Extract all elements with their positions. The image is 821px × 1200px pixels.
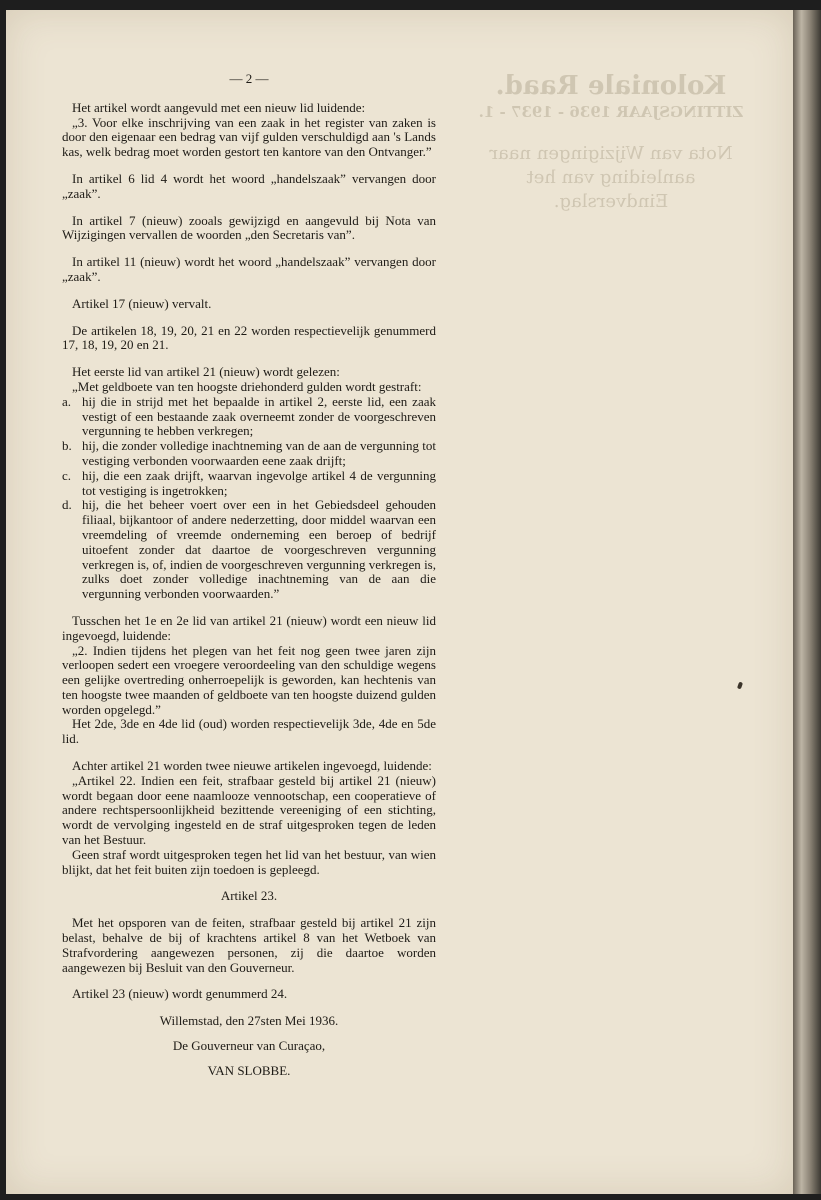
paragraph-artikel-6: In artikel 6 lid 4 wordt het woord „handelszaak” vervangen door „zaak”.	[62, 170, 436, 201]
ink-speck	[737, 682, 743, 690]
list-item-label: d.	[62, 497, 72, 513]
paragraph-text: Geen straf wordt uitgesproken tegen het lid van het bestuur, van wien blijkt, dat het feit buiten zijn toedoen is gepleegd.	[62, 846, 436, 877]
paragraph-amendment-lid-3	[62, 101, 436, 160]
paragraph-text: Het eerste lid van artikel 21 (nieuw) wordt gelezen:	[72, 364, 340, 380]
paragraph-artikel-17: Artikel 17 (nieuw) vervalt.	[72, 295, 212, 311]
paragraph-artikel-23: Met het opsporen van de feiten, strafbaar gesteld bij artikel 21 zijn belast, behalve de bij of krachtens artikel 8 van het Wetboek van Strafvordering aangewezen personen, zij die daartoe worden aangewezen bij Besluit van den Gouverneur.	[62, 915, 436, 975]
paragraph-artikel-21-lid-1	[62, 365, 436, 602]
paragraph-artikel-22	[62, 759, 436, 877]
list-item-text: hij die in strijd met het bepaalde in artikel 2, eerste lid, een zaak vestigt of een bestaande zaak overneemt zonder de voorgeschreven vergunning te hebben verkregen;	[82, 393, 436, 439]
list-item	[62, 395, 436, 439]
paragraph-artikel-24: Artikel 23 (nieuw) wordt genummerd 24.	[72, 986, 288, 1002]
list-item-label: b.	[62, 438, 72, 454]
show-through-note: Nota van Wijzigingen naar aanleiding van het Eindverslag.	[489, 143, 733, 212]
page-number: — 2 —	[229, 71, 269, 86]
show-through-session: ZITTINGSJAAR 1936 - 1937 - 1.	[478, 103, 744, 121]
binding-edge	[793, 10, 821, 1194]
list-item-text: hij, die het beheer voert over een in het Gebiedsdeel gehouden filiaal, bijkantoor of andere nederzetting, door middel waarvan een vreemdeling of vreemde onderneming een beroep of bedrijf uitoefent zonder dat daartoe de voorgeschreven vergunning verkregen is, of, indien de voorgeschreven vergunning verkregen is, zulks doet zonder volledige inachtneming van de aan die vergunning verbonden voorwaarden.”	[82, 497, 436, 602]
signature-role: De Gouverneur van Curaçao,	[172, 1038, 326, 1054]
paragraph-renumbering: De artikelen 18, 19, 20, 21 en 22 worden respectievelijk genummerd 17, 18, 19, 20 en 21.	[62, 322, 436, 353]
list-item	[62, 469, 436, 499]
paragraph-text: Het artikel wordt aangevuld met een nieuw lid luidende:	[72, 99, 366, 115]
show-through-text	[476, 70, 746, 214]
list-item-label: a.	[62, 393, 72, 409]
paragraph-new-lid-2	[62, 614, 436, 747]
paragraph-artikel-7: In artikel 7 (nieuw) zooals gewijzigd en aangevuld bij Nota van Wijzigingen vervallen de woorden „den Secretaris van”.	[62, 212, 436, 243]
list-item	[62, 498, 436, 602]
paragraph-text: Tusschen het 1e en 2e lid van artikel 21 (nieuw) wordt een nieuw lid ingevoegd, luidende:	[62, 612, 436, 643]
signature-name: VAN SLOBBE.	[207, 1062, 291, 1078]
paragraph-text: „Met geldboete van ten hoogste driehonderd gulden wordt gestraft:	[72, 378, 422, 394]
list-item-text: hij, die zonder volledige inachtneming van de aan de vergunning tot vestiging verbonden voorwaarden eene zaak drijft;	[82, 438, 436, 468]
paragraph-text: „2. Indien tijdens het plegen van het feit nog geen twee jaren zijn verloopen sedert een vroegere veroordeeling van den schuldige wegens een gelijke overtreding onherroepelijk is geworden, kan hechtenis van ten hoogste twee maanden of geldboete van ten hoogste duizend gulden worden opgelegd.”	[62, 642, 436, 717]
list-item-label: c.	[62, 467, 72, 483]
paragraph-artikel-11: In artikel 11 (nieuw) wordt het woord „handelszaak” vervangen door „zaak”.	[62, 254, 436, 284]
paragraph-text: „Artikel 22. Indien een feit, strafbaar gesteld bij artikel 21 (nieuw) wordt begaan door eene naamlooze vennootschap, een cooperatieve of andere rechtspersoonlijkheid bezittende vereeniging of een stichting, wordt de vervolging ingesteld en de straf uitgesproken tegen de leden van het Bestuur.	[62, 772, 436, 848]
document-body	[62, 72, 436, 1089]
signature-place-date: Willemstad, den 27sten Mei 1936.	[159, 1013, 339, 1029]
heading-artikel-23: Artikel 23.	[220, 888, 278, 904]
document-page	[6, 10, 793, 1194]
list-item	[62, 439, 436, 469]
list-item-text: hij, die een zaak drijft, waarvan ingevolge artikel 4 de vergunning tot vestiging is ingetrokken;	[82, 467, 436, 498]
show-through-title: Koloniale Raad.	[495, 71, 727, 101]
paragraph-text: „3. Voor elke inschrijving van een zaak in het register van zaken is door den eigenaar een bedrag van vijf gulden verschuldigd aan 's Lands kas, welk bedrag moet worden gestort ten kantore van den Ontvanger.”	[62, 114, 436, 160]
paragraph-text: Het 2de, 3de en 4de lid (oud) worden respectievelijk 3de, 4de en 5de lid.	[62, 716, 436, 747]
paragraph-text: Achter artikel 21 worden twee nieuwe artikelen ingevoegd, luidende:	[72, 758, 432, 774]
